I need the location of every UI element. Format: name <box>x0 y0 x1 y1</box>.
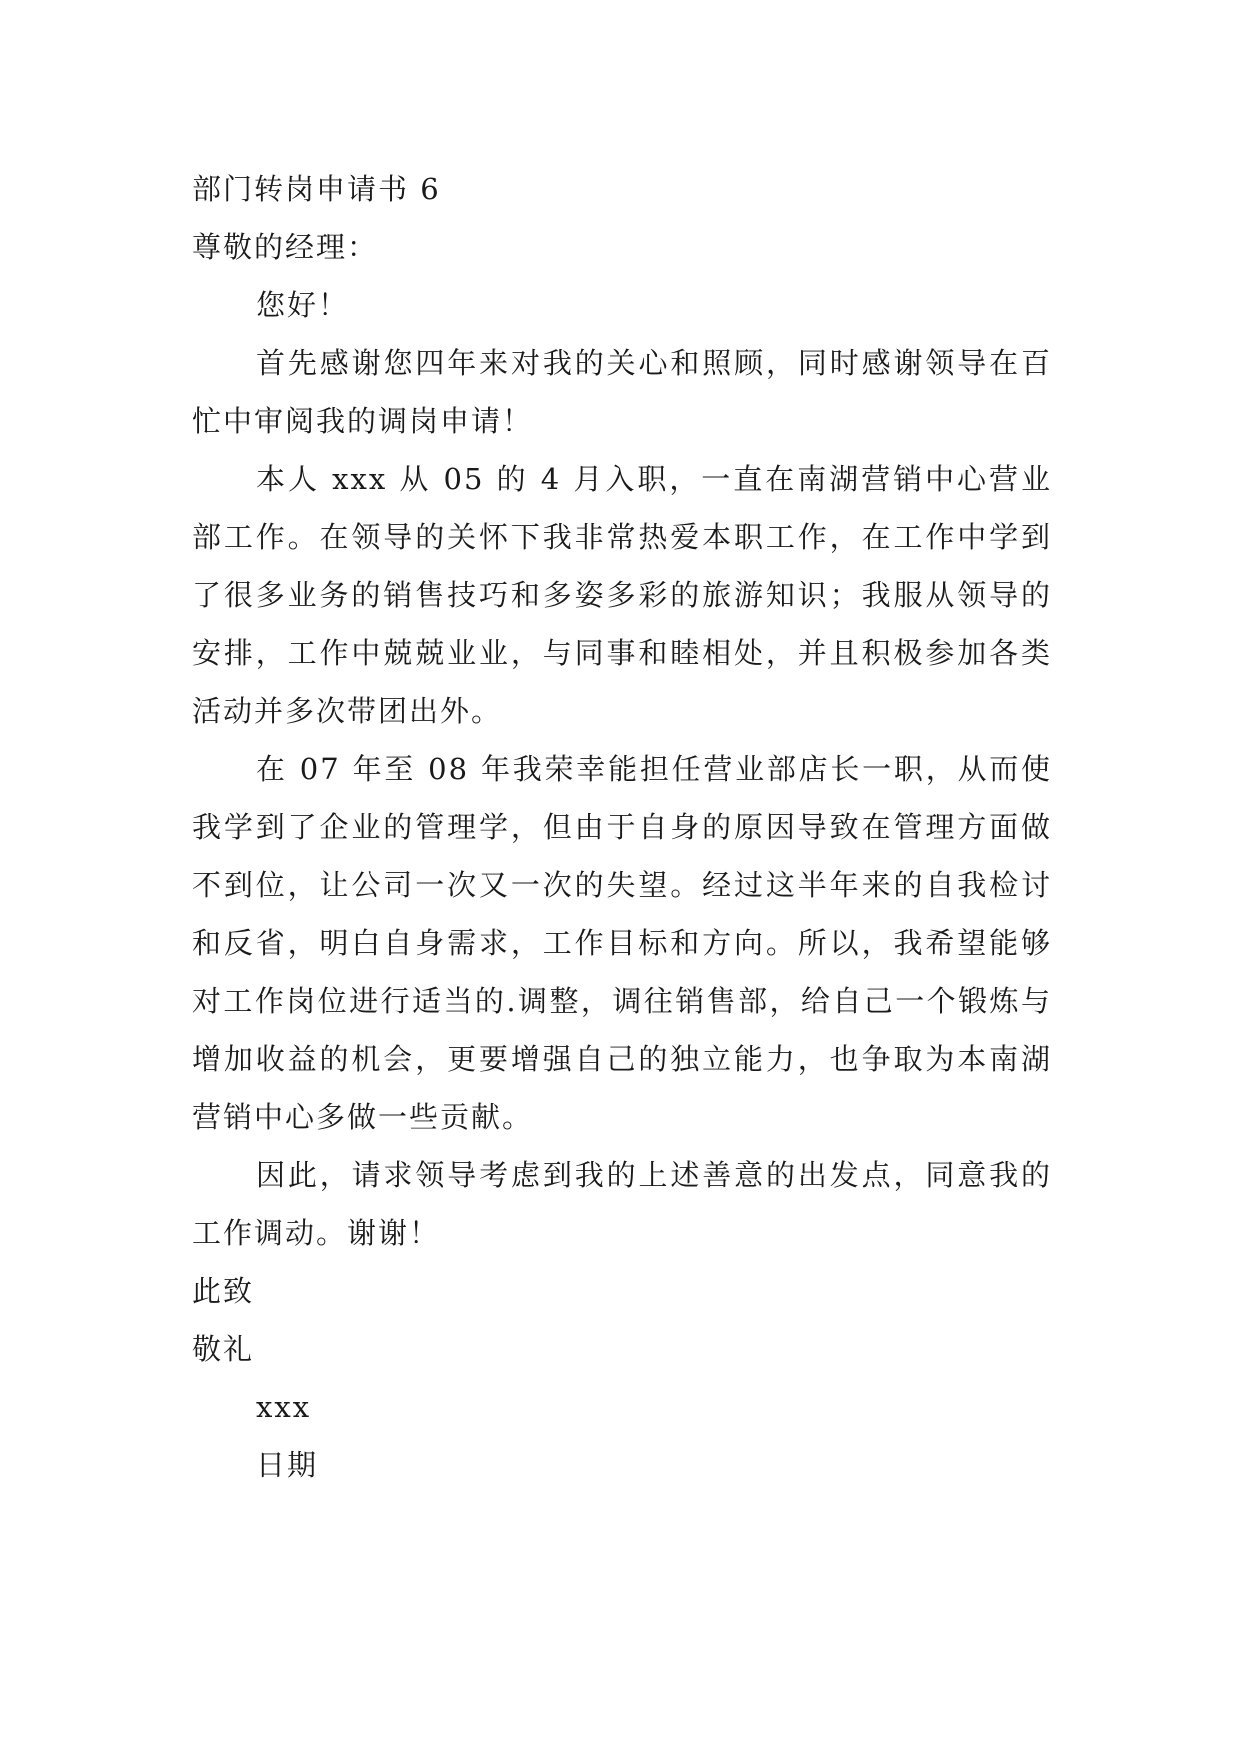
salutation: 尊敬的经理： <box>192 230 379 264</box>
paragraph-background: 本人 xxx 从 05 的 4 月入职，一直在南湖营销中心营业部工作。在领导的关怀下我非常热爱本职工作，在工作中学到了很多业务的销售技巧和多姿多彩的旅游知识；我服从领导的安排，工作中兢兢业业，与同事和睦相处，并且积极参加各类活动并多次带团出外。 <box>192 462 1052 728</box>
date-label: 日期 <box>256 1448 319 1482</box>
paragraph-thanks: 首先感谢您四年来对我的关心和照顾，同时感谢领导在百忙中审阅我的调岗申请！ <box>192 346 1052 438</box>
closing-cizhi: 此致 <box>192 1274 255 1308</box>
document-body <box>192 160 1052 1494</box>
closing-jingli: 敬礼 <box>192 1332 255 1366</box>
document-title: 部门转岗申请书 6 <box>192 172 441 206</box>
paragraph-request: 在 07 年至 08 年我荣幸能担任营业部店长一职，从而使我学到了企业的管理学，但由于自身的原因导致在管理方面做不到位，让公司一次又一次的失望。经过这半年来的自我检讨和反省，明白自身需求，工作目标和方向。所以，我希望能够对工作岗位进行适当的.调整，调往销售部，给自己一个锻炼与增加收益的机会，更要增强自己的独立能力，也争取为本南湖营销中心多做一些贡献。 <box>192 752 1052 1134</box>
signature: xxx <box>256 1390 312 1424</box>
paragraph-conclusion: 因此，请求领导考虑到我的上述善意的出发点，同意我的工作调动。谢谢！ <box>192 1158 1052 1250</box>
greeting: 您好！ <box>256 288 350 322</box>
